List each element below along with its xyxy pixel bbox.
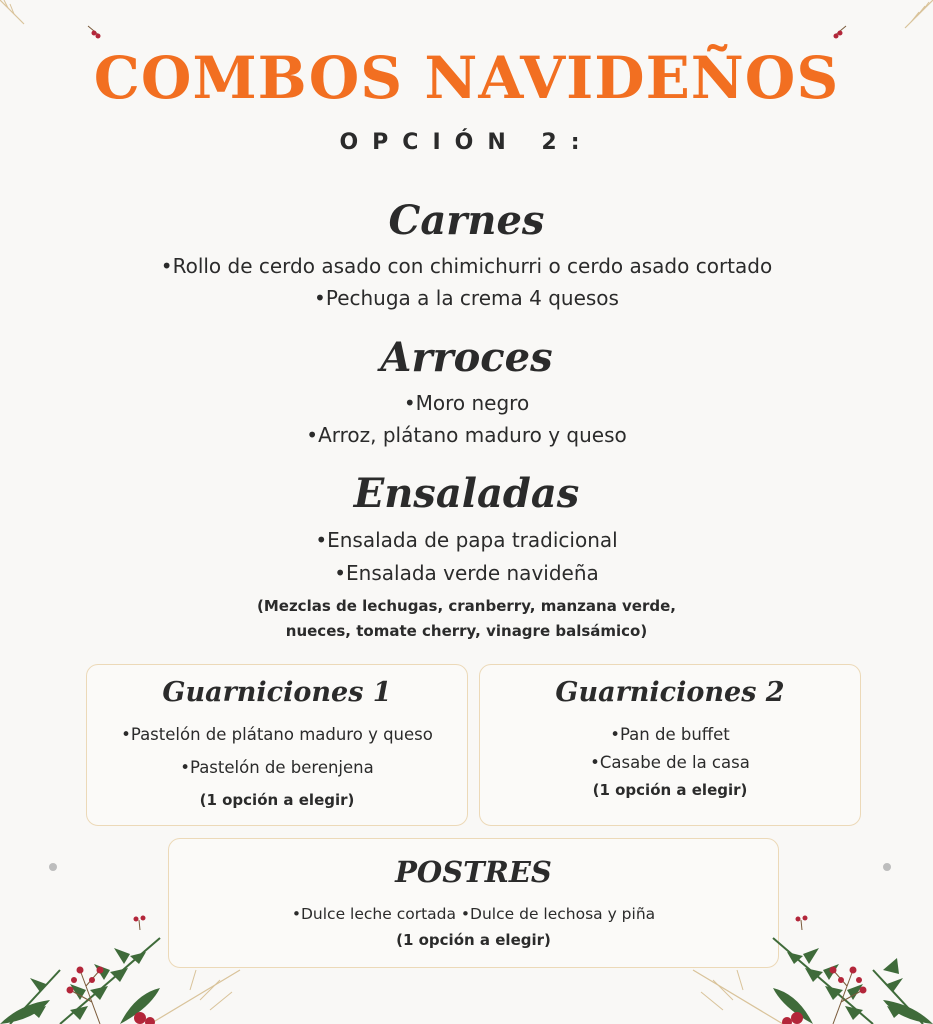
holly-foliage-icon — [0, 930, 260, 1024]
guarniciones-2-title: Guarniciones 2 — [555, 677, 785, 708]
carnes-item: •Rollo de cerdo asado con chimichurri o cerdo asado cortado — [160, 254, 773, 278]
arroces-item: •Arroz, plátano maduro y queso — [306, 423, 627, 447]
holly-foliage-icon — [673, 930, 933, 1024]
berries-icon — [86, 24, 106, 40]
berries-icon — [132, 914, 148, 930]
berries-icon — [828, 24, 848, 40]
postres-title: POSTRES — [395, 855, 552, 889]
ensaladas-note: (Mezclas de lechugas, cranberry, manzana verde, — [257, 597, 676, 615]
guarniciones-1-item: •Pastelón de berenjena — [180, 758, 374, 777]
ensaladas-item: •Ensalada verde navideña — [334, 561, 599, 585]
guarniciones-2-note: (1 opción a elegir) — [592, 781, 748, 799]
guarniciones-2-item: •Casabe de la casa — [590, 753, 750, 772]
guarniciones-1-card — [86, 664, 468, 826]
ensaladas-item: •Ensalada de papa tradicional — [315, 528, 618, 552]
arroces-item: •Moro negro — [403, 391, 530, 415]
branch-icon — [895, 0, 933, 30]
guarniciones-1-title: Guarniciones 1 — [162, 677, 392, 708]
ensaladas-note: nueces, tomate cherry, vinagre balsámico) — [285, 622, 648, 640]
option-subtitle: OPCIÓN 2: — [339, 130, 594, 155]
ornament-dot-icon — [882, 862, 892, 872]
section-title-carnes: Carnes — [388, 197, 545, 244]
guarniciones-2-item: •Pan de buffet — [610, 725, 730, 744]
postres-items: •Dulce leche cortada •Dulce de lechosa y piña — [291, 905, 656, 923]
ornament-dot-icon — [48, 862, 58, 872]
berries-icon — [794, 914, 810, 930]
section-title-ensaladas: Ensaladas — [353, 470, 580, 517]
guarniciones-1-item: •Pastelón de plátano maduro y queso — [121, 725, 433, 744]
section-title-arroces: Arroces — [380, 334, 553, 381]
page-title: COMBOS NAVIDEÑOS — [93, 44, 840, 112]
branch-icon — [0, 0, 30, 26]
guarniciones-1-note: (1 opción a elegir) — [199, 791, 355, 809]
guarniciones-2-card — [479, 664, 861, 826]
postres-note: (1 opción a elegir) — [396, 931, 551, 949]
carnes-item: •Pechuga a la crema 4 quesos — [314, 286, 619, 310]
